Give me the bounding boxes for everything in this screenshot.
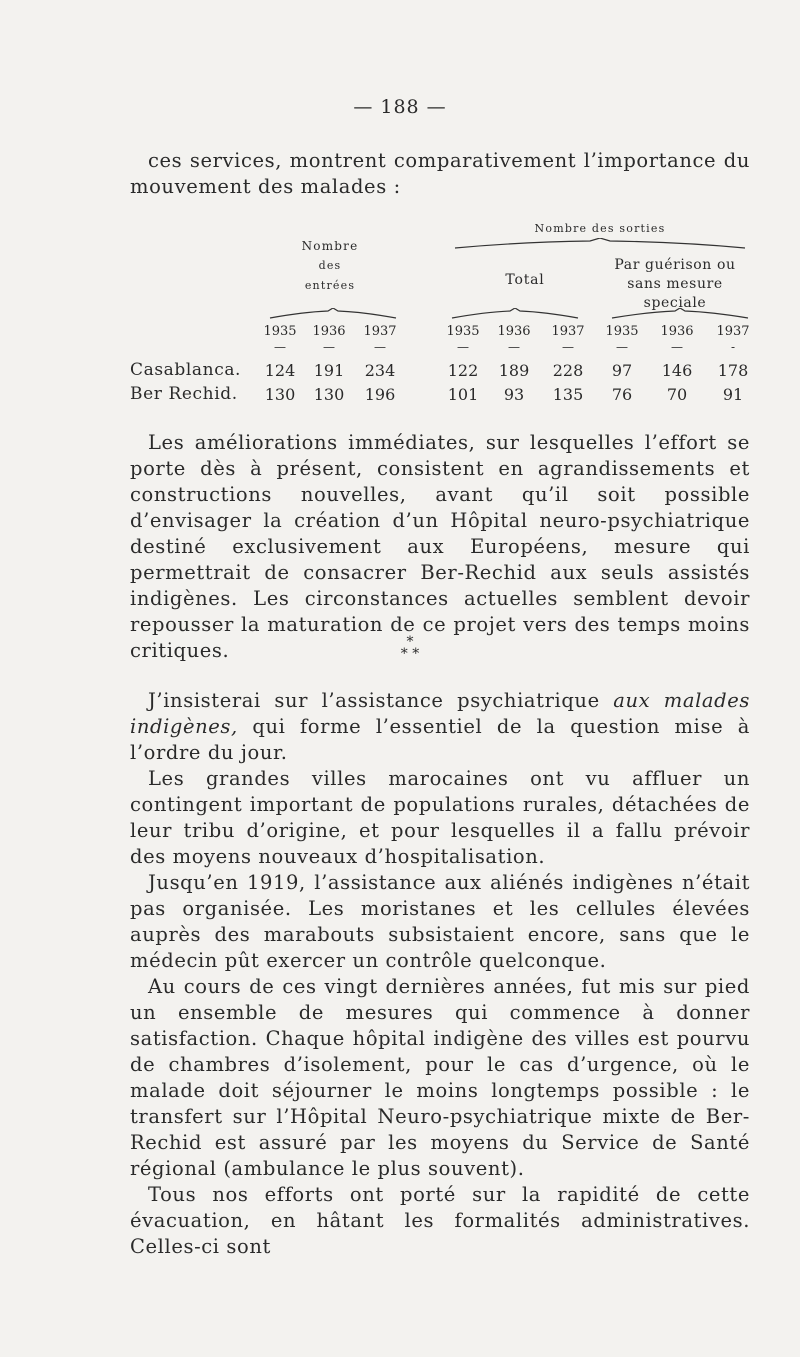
entries-header: Nombre des entrées: [301, 239, 359, 292]
section-separator: * * *: [400, 634, 420, 662]
table-cell: 189: [498, 361, 530, 380]
table-cell: 70: [666, 385, 688, 404]
year-cure-1935: 1935: [605, 324, 639, 339]
exits-header: Nombre des sorties: [534, 222, 666, 235]
year-entries-1935: 1935: [263, 324, 297, 339]
dash: —: [374, 340, 386, 354]
dash: —: [323, 340, 335, 354]
year-entries-1937: 1937: [363, 324, 397, 339]
intro-paragraph: ces services, montrent comparativement l’importance du mouvement des malades :: [130, 149, 750, 198]
table-cell: 124: [264, 361, 296, 380]
exits-brace: [450, 238, 750, 250]
total-brace: [450, 308, 580, 320]
table-cell: 178: [717, 361, 749, 380]
paragraph-ameliorations: Les améliorations immédiates, sur lesquelles l’effort se porte dès à présent, consistent en agrandissements et constructions nouvelles, avant qu’il soit possible d’envisager la création d’un Hôpital neuro-psychiatrique destiné exclusivement aux Européens, mesure qui permettrait de consacrer Ber-Rechid aux seuls assistés indigènes. Les circonstances actuelles semblent devoir repousser la maturation de ce projet vers des temps moins critiques.: [130, 431, 750, 662]
paragraph-assistance: J’insisterai sur l’assistance psychiatrique aux malades indigènes, qui forme l’essentiel de la question mise à l’ordre du jour. Les grandes villes marocaines ont vu affluer un contingent important de populations rurales, détachées de leur tribu d’origine, et pour lesquelles il a fallu prévoir des moyens nouveaux d’hospitalisation. Jusqu’en 1919, l’assistance aux aliénés indigènes n’était pas organisée. Les moristanes et les cellules élevées auprès des marabouts subsistaient encore, sans que le médecin pût exercer un contrôle quelconque. Au cours de ces vingt dernières années, fut mis sur pied un ensemble de mesures qui commence à donner satisfaction. Chaque hôpital indigène des villes est pourvu de chambres d’isolement, pour le cas d’urgence, où le malade doit séjourner le moins longtemps possible : le transfert sur l’Hôpital Neuro-psychiatrique mixte de Ber-Rechid est assuré par les moyens du Service de Santé régional (ambulance le plus souvent). Tous nos efforts ont porté sur la rapidité de cette évacuation, en hâtant les formalités administratives. Celles-ci sont: [130, 689, 750, 1258]
table-cell: 146: [661, 361, 693, 380]
table-cell: 228: [552, 361, 584, 380]
row-label-ber-rechid: Ber Rechid.: [130, 384, 238, 404]
dash: —: [274, 340, 286, 354]
dash: —: [457, 340, 469, 354]
entries-brace: [268, 308, 398, 320]
table-cell: 130: [313, 385, 345, 404]
row-label-casablanca: Casablanca.: [130, 360, 242, 380]
table-cell: 93: [503, 385, 525, 404]
table-cell: 135: [552, 385, 584, 404]
dash: -: [730, 340, 736, 354]
paragraph-efforts: Tous nos efforts ont porté sur la rapidité de cette évacuation, en hâtant les formalités administratives. Celles-ci sont: [130, 1183, 750, 1258]
cure-header: Par guérison ou sans mesure speciale: [614, 257, 736, 311]
year-cure-1936: 1936: [660, 324, 694, 339]
year-total-1936: 1936: [497, 324, 531, 339]
table-cell: 76: [611, 385, 633, 404]
dash: —: [562, 340, 574, 354]
paragraph-grandes-villes: Les grandes villes marocaines ont vu affluer un contingent important de populations rurales, détachées de leur tribu d’origine, et pour lesquelles il a fallu prévoir des moyens nouveaux d’hospitalisation.: [130, 767, 750, 868]
year-total-1937: 1937: [551, 324, 585, 339]
table-cell: 101: [447, 385, 479, 404]
table-cell: 130: [264, 385, 296, 404]
total-header: Total: [505, 272, 545, 288]
year-cure-1937: 1937: [716, 324, 750, 339]
table-cell: 234: [364, 361, 396, 380]
cure-brace: [610, 308, 750, 320]
dash: —: [671, 340, 683, 354]
dash: —: [508, 340, 520, 354]
table-cell: 97: [611, 361, 633, 380]
dash: —: [616, 340, 628, 354]
table-cell: 191: [313, 361, 345, 380]
page-number: — 188 —: [353, 96, 447, 118]
table-cell: 196: [364, 385, 396, 404]
year-entries-1936: 1936: [312, 324, 346, 339]
table-cell: 122: [447, 361, 479, 380]
paragraph-au-cours: Au cours de ces vingt dernières années, fut mis sur pied un ensemble de mesures qui commence à donner satisfaction. Chaque hôpital indigène des villes est pourvu de chambres d’isolement, pour le cas d’urgence, où le malade doit séjourner le moins longtemps possible : le transfert sur l’Hôpital Neuro-psychiatrique mixte de Ber-Rechid est assuré par les moyens du Service de Santé régional (ambulance le plus souvent).: [130, 975, 750, 1180]
paragraph-jusquen-1919: Jusqu’en 1919, l’assistance aux aliénés indigènes n’était pas organisée. Les moristanes et les cellules élevées auprès des marabouts subsistaient encore, sans que le médecin pût exercer un contrôle quelconque.: [130, 871, 750, 972]
table-cell: 91: [722, 385, 744, 404]
year-total-1935: 1935: [446, 324, 480, 339]
